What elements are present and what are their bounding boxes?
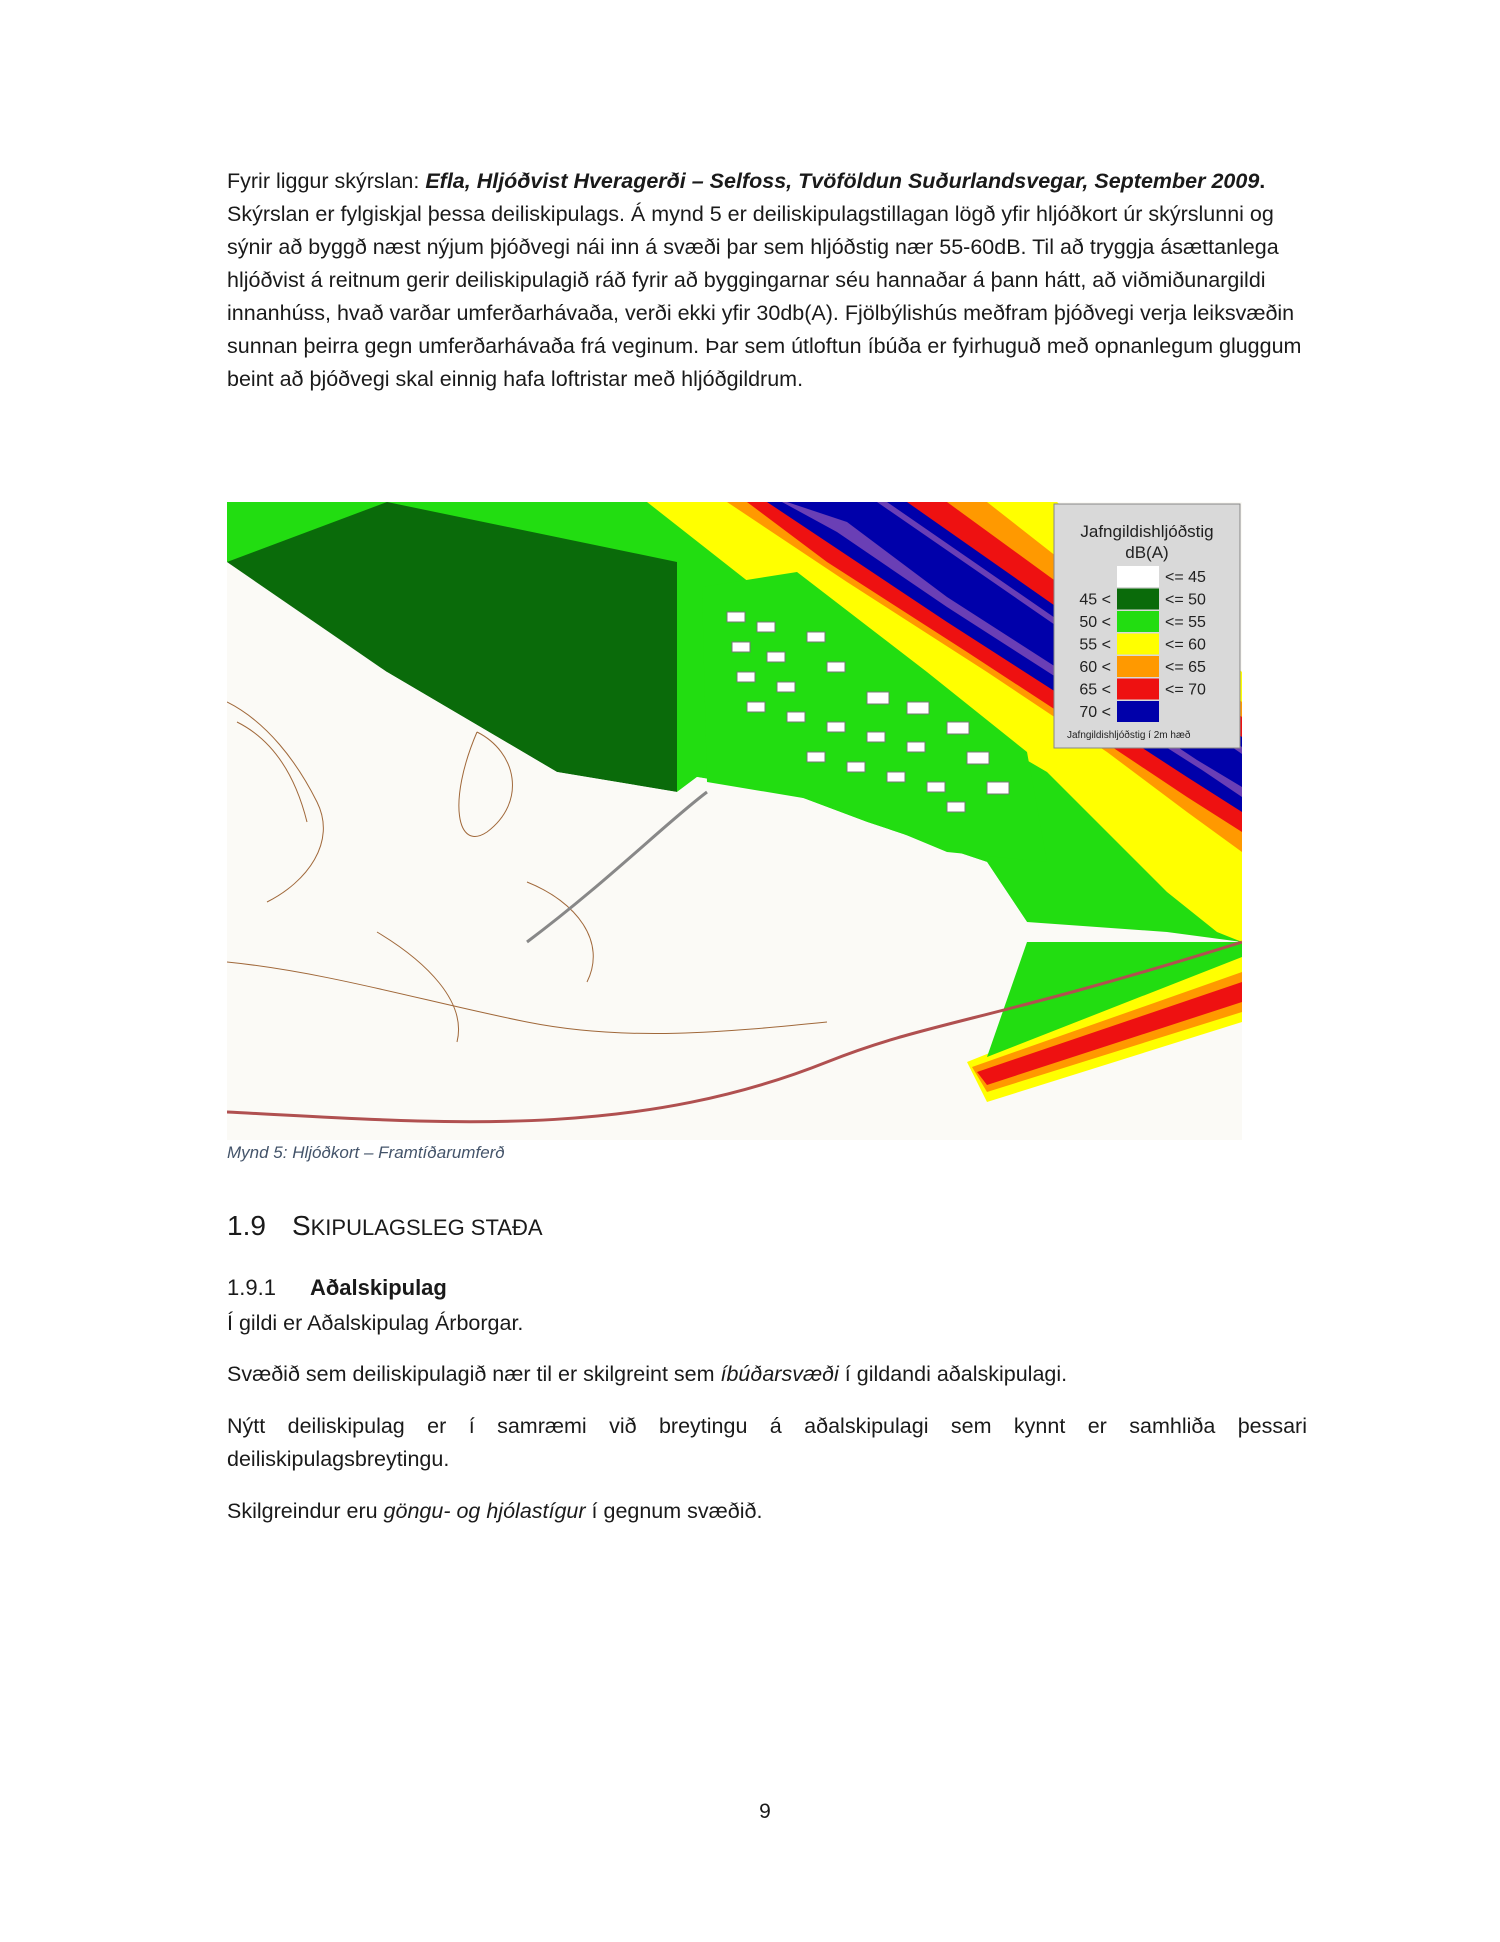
section-title-rest: KIPULAGSLEG STAÐA [310,1215,543,1240]
p2-after: í gildandi aðalskipulagi. [838,1362,1068,1386]
legend-swatch [1117,634,1159,655]
noise-map [227,502,1242,1140]
legend-right-label: <= 65 [1165,659,1206,676]
intro-body: Skýrslan er fylgiskjal þessa deiliskipulags. Á mynd 5 er deiliskipulagstillagan lögð yfir hljóðkort úr skýrslunni og sýnir að byggð næst nýjum þjóðvegi nái inn á svæði þar sem hljóðstig nær 55-60dB. Til að tryggja ásættanlega hljóðvist á reitnum gerir deiliskipulagið ráð fyrir að byggingarnar séu hannaðar á þann hátt, að viðmiðunargildi innanhúss, hvað varðar umferðarhávaða, verði ekki yfir 30db(A). Fjölbýlishús meðfram þjóðvegi verja leiksvæðin sunnan þeirra gegn umferðarhávaða frá veginum. Þar sem útloftun íbúða er fyirhuguð með opnanlegum gluggum beint að þjóðvegi skal einnig hafa loftristar með hljóðgildrum. [227,202,1302,391]
page-number: 9 [759,1800,771,1823]
legend-row [1079,634,1206,655]
subsection-heading [227,1275,447,1301]
legend-right-label: <= 55 [1165,614,1206,631]
subsection-number: 1.9.1 [227,1275,276,1300]
legend-footnote: Jafngildishljóðstig í 2m hæð [1067,730,1191,741]
legend-left-label: 45 < [1079,591,1111,609]
legend-title-1: Jafngildishljóðstig [1080,522,1214,541]
section-heading [227,1210,543,1242]
section-title-first: S [291,1210,311,1241]
legend-row [1079,701,1159,722]
legend-right-label: <= 70 [1165,681,1206,699]
intro-paragraph [227,165,1307,396]
intro-lead: Fyrir liggur skýrslan: [227,169,426,193]
noise-legend [1054,504,1240,748]
legend-left-label: 50 < [1079,614,1111,631]
legend-swatch [1117,566,1159,587]
p2-emphasis: íbúðarsvæði [720,1362,839,1386]
subsection-title: Aðalskipulag [309,1275,447,1300]
legend-swatch [1117,611,1159,632]
p4-emphasis: göngu- og hjólastígur [383,1499,586,1523]
legend-row [1079,656,1206,677]
noise-map-figure [227,502,1242,1140]
legend-swatch [1117,589,1159,610]
legend-right-label: <= 50 [1165,591,1206,609]
p2-before: Svæðið sem deiliskipulagið nær til er skilgreint sem [227,1362,721,1386]
legend-left-label: 65 < [1079,681,1111,699]
legend-left-label: 55 < [1079,636,1111,654]
legend-right-label: <= 60 [1165,636,1206,654]
legend-swatch [1117,656,1159,677]
paragraph-2 [227,1358,1307,1391]
legend-row [1079,611,1206,632]
figure-caption: Mynd 5: Hljóðkort – Framtíðarumferð [227,1143,505,1162]
intro-period: . [1259,169,1266,193]
p4-after: í gegnum svæðið. [585,1499,763,1523]
paragraph-1: Í gildi er Aðalskipulag Árborgar. [227,1311,524,1335]
legend-left-label: 60 < [1079,659,1111,676]
paragraph-3: Nýtt deiliskipulag er í samræmi við breytingu á aðalskipulagi sem kynnt er samhliða þessari deiliskipulagsbreytingu. [227,1414,1307,1471]
report-title: Efla, Hljóðvist Hveragerði – Selfoss, Tvöföldun Suðurlandsvegar, September 2009 [425,169,1260,193]
paragraph-4 [227,1495,1307,1528]
legend-swatch [1117,701,1159,722]
legend-row [1079,679,1206,700]
legend-row [1079,589,1206,610]
legend-right-label: <= 45 [1165,569,1206,586]
legend-swatch [1117,679,1159,700]
legend-title-2: dB(A) [1125,543,1169,562]
section-number: 1.9 [227,1210,266,1241]
p4-before: Skilgreindur eru [227,1499,384,1523]
legend-left-label: 70 < [1079,704,1111,721]
